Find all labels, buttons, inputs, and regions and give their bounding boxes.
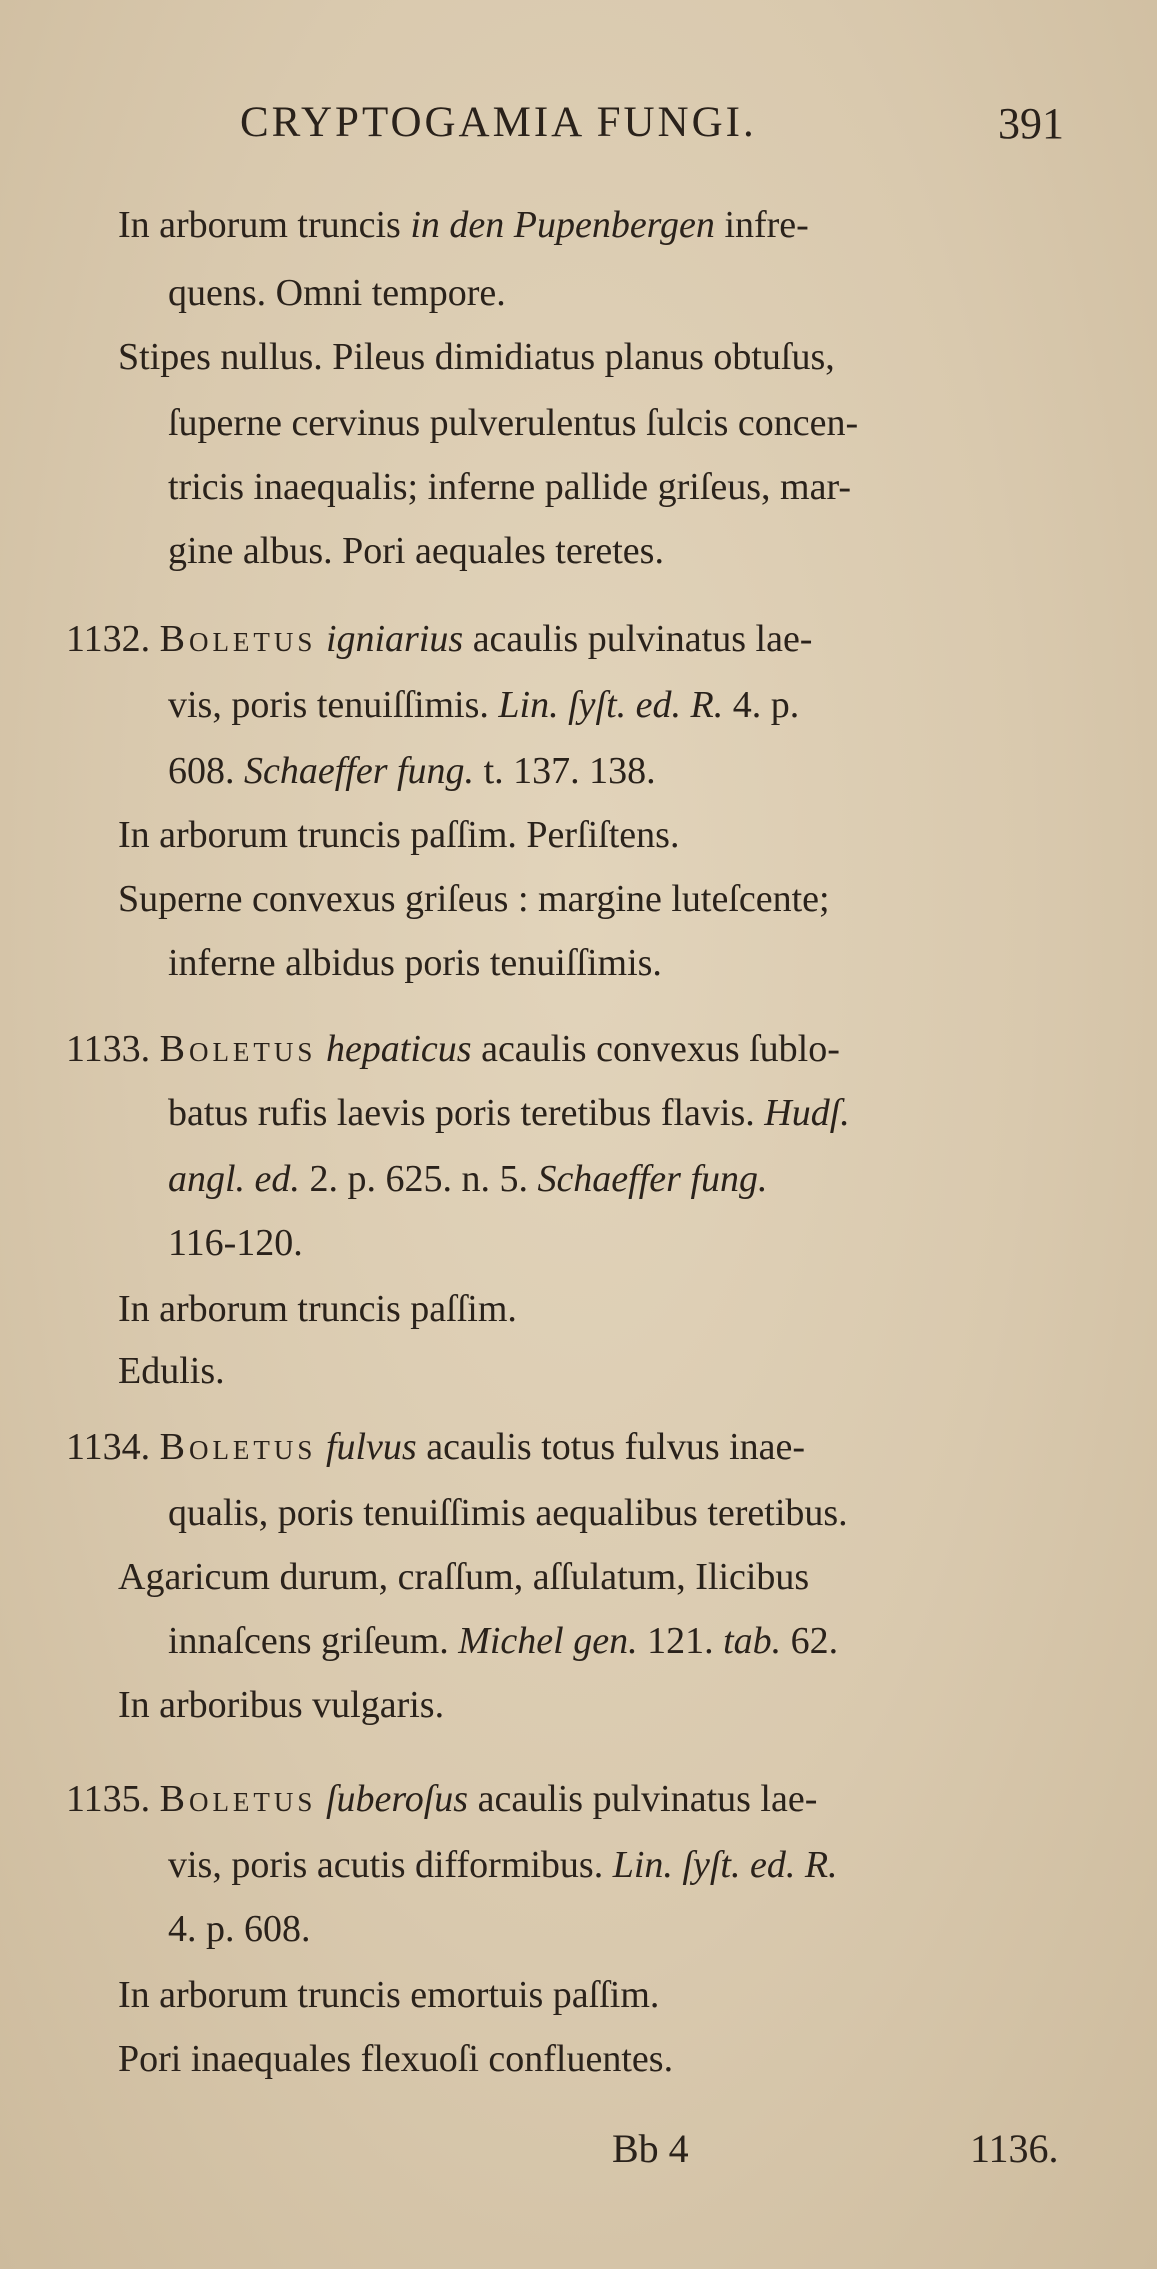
text-line: inferne albidus poris tenuiſſimis. <box>168 942 662 984</box>
text-line: 116-120. <box>168 1222 303 1264</box>
genus-name: Boletus <box>159 618 317 660</box>
text-line: Edulis. <box>118 1350 225 1392</box>
text-line: batus rufis laevis poris teretibus flavis. Hudſ. <box>168 1092 850 1134</box>
text-line: Agaricum durum, craſſum, aſſulatum, Ilicibus <box>118 1556 810 1598</box>
text-line: gine albus. Pori aequales teretes. <box>168 530 664 572</box>
running-head: CRYPTOGAMIA FUNGI. <box>240 99 757 146</box>
entry-heading: 1134. Boletus fulvus acaulis totus fulvus inae- <box>66 1426 806 1468</box>
text-line: In arborum truncis paſſim. <box>118 1288 517 1330</box>
text-line: ſuperne cervinus pulverulentus ſulcis concen- <box>168 402 859 444</box>
genus-name: Boletus <box>159 1426 317 1468</box>
text-line: In arborum truncis paſſim. Perſiſtens. <box>118 814 680 856</box>
text-line: Stipes nullus. Pileus dimidiatus planus obtuſus, <box>118 336 835 378</box>
catchword: 1136. <box>970 2126 1059 2171</box>
text-line: In arboribus vulgaris. <box>118 1684 445 1726</box>
text-line: 4. p. 608. <box>168 1908 311 1950</box>
signature-mark: Bb 4 <box>612 2126 689 2171</box>
text-line: quens. Omni tempore. <box>168 272 506 314</box>
page-number: 391 <box>998 99 1064 148</box>
text-line: vis, poris tenuiſſimis. Lin. ſyſt. ed. R. 4. p. <box>168 684 800 726</box>
text-line: Superne convexus griſeus : margine luteſcente; <box>118 878 830 920</box>
entry-heading: 1133. Boletus hepaticus acaulis convexus ſublo- <box>66 1028 840 1070</box>
text-line: 608. Schaeffer fung. t. 137. 138. <box>168 750 656 792</box>
text-line: In arborum truncis in den Pupenbergen infre- <box>118 204 809 246</box>
species-name: fulvus <box>325 1426 417 1468</box>
text-line: vis, poris acutis difformibus. Lin. ſyſt. ed. R. <box>168 1844 838 1886</box>
entry-number: 1134. <box>66 1426 151 1468</box>
text-line: qualis, poris tenuiſſimis aequalibus teretibus. <box>168 1492 848 1534</box>
entry-heading: 1135. Boletus ſuberoſus acaulis pulvinatus lae- <box>66 1778 818 1820</box>
species-name: ſuberoſus <box>325 1778 469 1820</box>
text-line: angl. ed. 2. p. 625. n. 5. Schaeffer fung. <box>168 1158 768 1200</box>
genus-name: Boletus <box>159 1778 317 1820</box>
text-line: tricis inaequalis; inferne pallide griſeus, mar- <box>168 466 851 508</box>
entry-number: 1135. <box>66 1778 151 1820</box>
text-line: innaſcens griſeum. Michel gen. 121. tab. 62. <box>168 1620 839 1662</box>
entry-heading: 1132. Boletus igniarius acaulis pulvinatus lae- <box>66 618 813 660</box>
text-line: In arborum truncis emortuis paſſim. <box>118 1974 660 2016</box>
entry-number: 1133. <box>66 1028 151 1070</box>
entry-number: 1132. <box>66 618 151 660</box>
genus-name: Boletus <box>159 1028 317 1070</box>
text-line: Pori inaequales flexuoſi confluentes. <box>118 2038 674 2080</box>
species-name: igniarius <box>325 618 464 660</box>
species-name: hepaticus <box>325 1028 472 1070</box>
